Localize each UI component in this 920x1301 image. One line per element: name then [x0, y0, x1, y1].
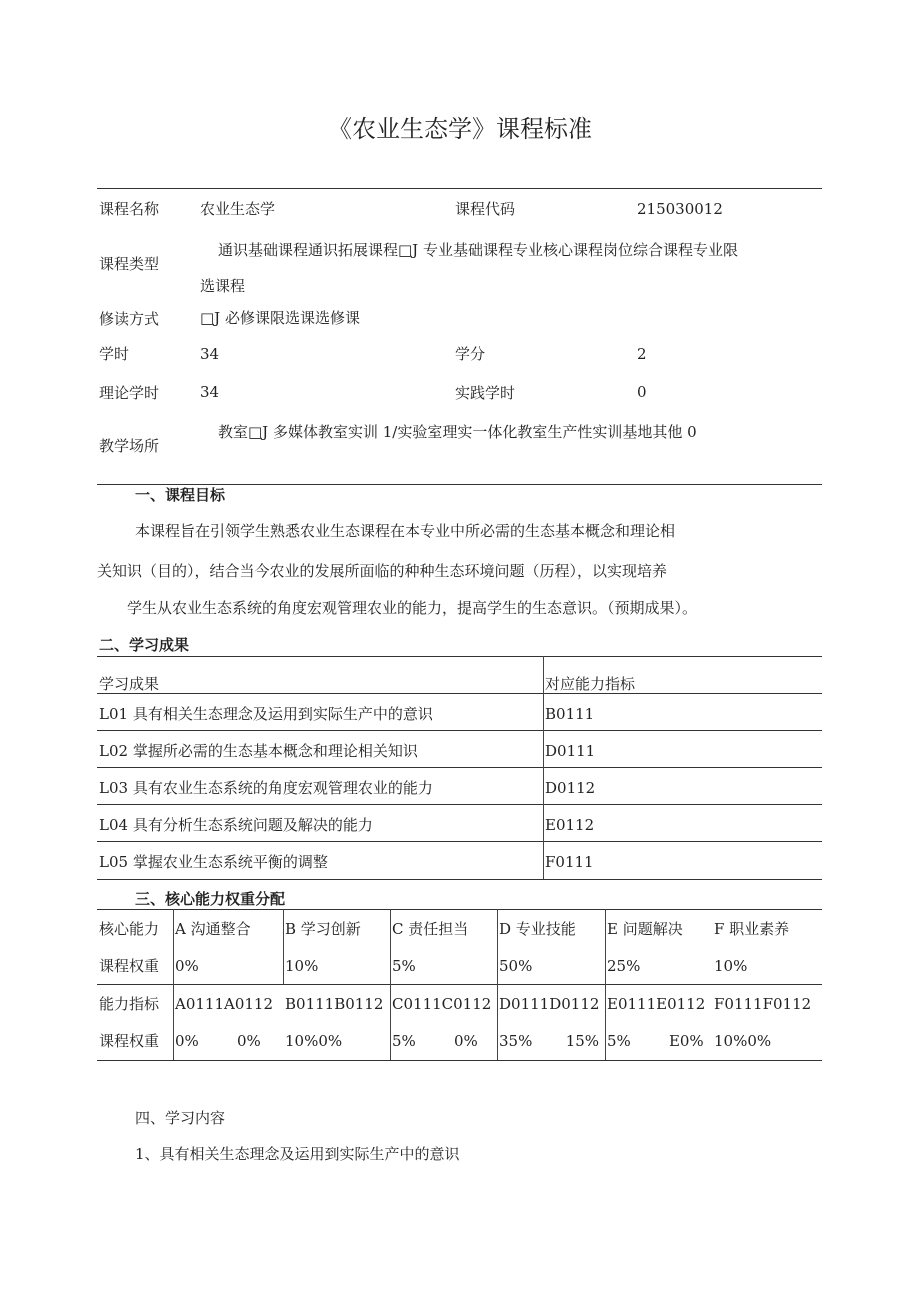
value: □J 必修课限选课选修课	[200, 309, 360, 327]
table-cell: 35% 15%	[499, 1032, 600, 1050]
table-cell: E 问题解决	[607, 920, 683, 938]
section-heading: 三、核心能力权重分配	[135, 890, 286, 908]
table-cell: 5% E0%	[607, 1032, 704, 1050]
value: 通识基础课程通识拓展课程□J 专业基础课程专业核心课程岗位综合课程专业限	[218, 241, 738, 259]
table-cell: B0111B0112	[285, 995, 384, 1013]
table-cell: F 职业素养	[714, 920, 790, 938]
table-cell: 10%0%	[285, 1032, 343, 1050]
table-cell: 50%	[499, 957, 533, 975]
table-cell: A 沟通整合	[175, 920, 251, 938]
table-cell: E0112	[545, 816, 595, 834]
value: 34	[200, 345, 220, 363]
list-item: 1、具有相关生态理念及运用到实际生产中的意识	[135, 1145, 460, 1163]
column-header: 学习成果	[99, 675, 160, 693]
paragraph: 关知识（目的），结合当今农业的发展所面临的种种生态环境问题（历程），以实现培养	[97, 562, 668, 580]
divider	[97, 484, 822, 485]
table-cell: B 学习创新	[285, 920, 361, 938]
table-cell: D0112	[545, 779, 596, 797]
divider	[97, 188, 822, 189]
label: 实践学时	[455, 384, 516, 402]
table-cell: L03 具有农业生态系统的角度宏观管理农业的能力	[99, 779, 433, 797]
label: 课程名称	[99, 200, 160, 218]
table-cell: 能力指标	[99, 995, 160, 1013]
table-cell: C 责任担当	[392, 920, 469, 938]
value: 教室□J 多媒体教室实训 1/实验室理实一体化教室生产性实训基地其他 0	[218, 423, 697, 441]
table-cell: D0111D0112	[499, 995, 600, 1013]
table-cell: 核心能力	[99, 920, 160, 938]
table-cell: 5%	[392, 957, 416, 975]
paragraph: 学生从农业生态系统的角度宏观管理农业的能力，提高学生的生态意识。（预期成果）。	[127, 599, 698, 617]
table-cell: 10%	[714, 957, 748, 975]
table-cell: L05 掌握农业生态系统平衡的调整	[99, 853, 328, 871]
table-cell: 课程权重	[99, 1032, 160, 1050]
table-cell: 10%0%	[714, 1032, 772, 1050]
table-cell: L01 具有相关生态理念及运用到实际生产中的意识	[99, 705, 433, 723]
value: 农业生态学	[200, 200, 276, 218]
table-cell: F0111	[545, 853, 594, 871]
label: 理论学时	[99, 384, 160, 402]
value: 选课程	[200, 277, 246, 295]
table-cell: 0% 0%	[175, 1032, 261, 1050]
table-cell: C0111C0112	[392, 995, 492, 1013]
table-cell: F0111F0112	[714, 995, 812, 1013]
label: 修读方式	[99, 310, 160, 328]
section-heading: 一、课程目标	[135, 486, 226, 504]
table-cell: 课程权重	[99, 957, 160, 975]
table-cell: 25%	[607, 957, 641, 975]
column-header: 对应能力指标	[545, 675, 636, 693]
paragraph: 本课程旨在引领学生熟悉农业生态课程在本专业中所必需的生态基本概念和理论相	[135, 522, 676, 540]
label: 课程代码	[455, 200, 516, 218]
table-cell: E0111E0112	[607, 995, 706, 1013]
value: 34	[200, 383, 220, 401]
value: 2	[637, 345, 647, 363]
table-cell: 5% 0%	[392, 1032, 478, 1050]
table-cell: D 专业技能	[499, 920, 576, 938]
label: 学分	[455, 345, 486, 363]
table-cell: 0%	[175, 957, 199, 975]
table-cell: L04 具有分析生态系统问题及解决的能力	[99, 816, 373, 834]
section-heading: 四、学习内容	[135, 1109, 226, 1127]
table-cell: L02 掌握所必需的生态基本概念和理论相关知识	[99, 742, 418, 760]
value: 215030012	[637, 200, 723, 218]
document-title: 《农业生态学》课程标准	[328, 115, 592, 143]
label: 学时	[99, 345, 130, 363]
table-cell: 10%	[285, 957, 319, 975]
section-heading: 二、学习成果	[99, 636, 190, 654]
label: 课程类型	[99, 255, 160, 273]
table-cell: D0111	[545, 742, 596, 760]
table-cell: B0111	[545, 705, 595, 723]
value: 0	[637, 383, 647, 401]
table-cell: A0111A0112	[175, 995, 274, 1013]
label: 教学场所	[99, 437, 160, 455]
